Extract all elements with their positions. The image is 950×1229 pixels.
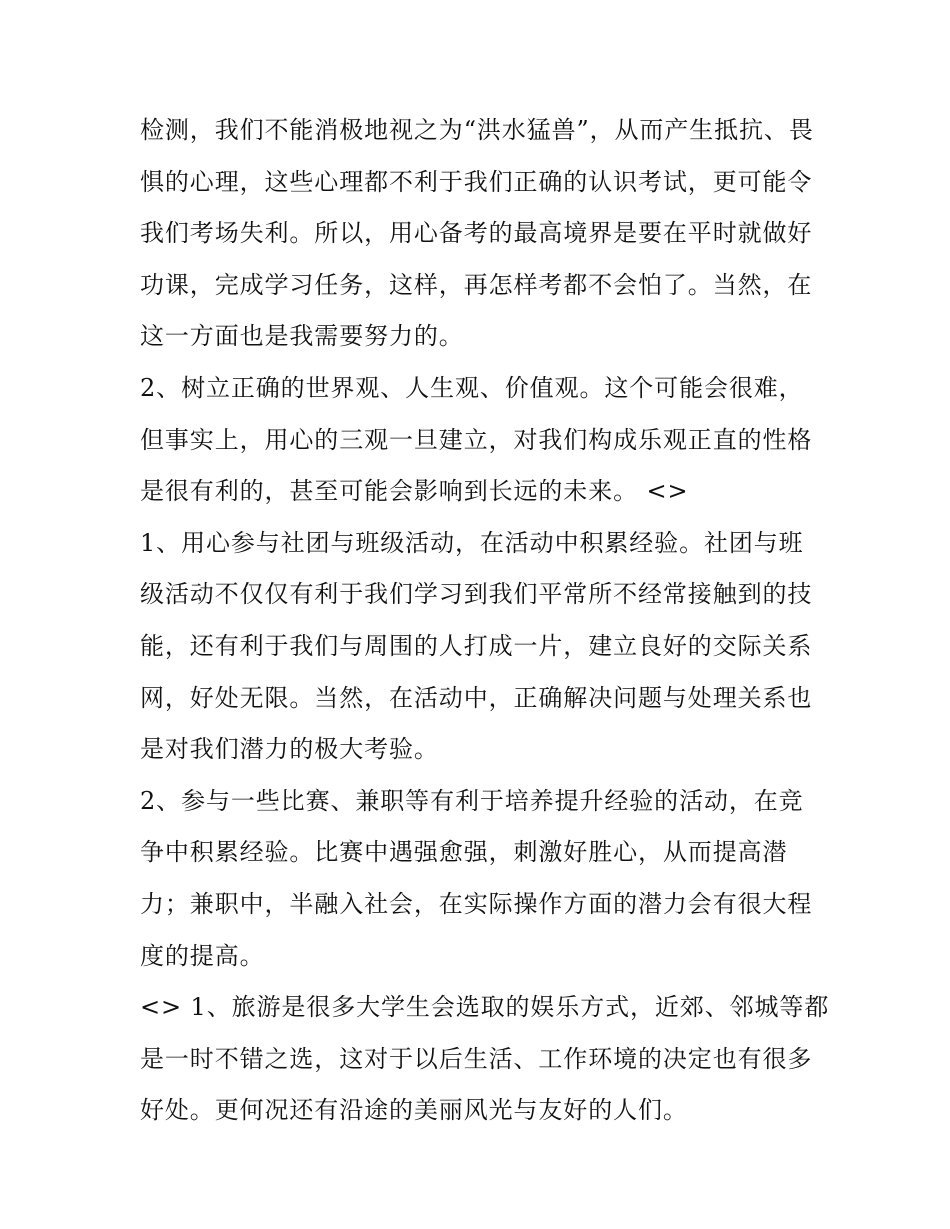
text-line: 是很有利的，甚至可能会影响到长远的未来。 <> (140, 477, 689, 506)
text-line: 1、用心参与社团与班级活动，在活动中积累经验。社团与班 (140, 528, 804, 557)
text-line: 是对我们潜力的极大考验。 (140, 735, 439, 764)
body-text (140, 105, 830, 1137)
text-line: 我们考场失利。所以，用心备考的最高境界是要在平时就做好 (140, 219, 813, 248)
text-line: 网，好处无限。当然，在活动中，正确解决问题与处理关系也 (140, 683, 813, 712)
text-line: 2、树立正确的世界观、人生观、价值观。这个可能会很难， (140, 373, 804, 402)
text-line: 力；兼职中，半融入社会，在实际操作方面的潜力会有很大程 (140, 889, 813, 918)
text-line: 惧的心理，这些心理都不利于我们正确的认识考试，更可能令 (140, 167, 813, 196)
text-line: 检测，我们不能消极地视之为“洪水猛兽”，从而产生抵抗、畏 (140, 116, 814, 144)
text-line: <> 1、旅游是很多大学生会选取的娱乐方式，近郊、邻城等都 (140, 993, 830, 1022)
text-line: 度的提高。 (140, 941, 265, 970)
text-line: 功课，完成学习任务，这样，再怎样考都不会怕了。当然，在 (140, 270, 813, 299)
text-line: 但事实上，用心的三观一旦建立，对我们构成乐观正直的性格 (140, 425, 813, 454)
text-line: 争中积累经验。比赛中遇强愈强，刺激好胜心，从而提高潜 (140, 838, 788, 867)
text-line: 能，还有利于我们与周围的人打成一片，建立良好的交际关系 (140, 631, 813, 660)
text-line: 级活动不仅仅有利于我们学习到我们平常所不经常接触到的技 (140, 580, 813, 609)
text-line: 是一时不错之选，这对于以后生活、工作环境的决定也有很多 (140, 1044, 813, 1073)
text-line: 这一方面也是我需要努力的。 (140, 322, 464, 351)
text-line: 2、参与一些比赛、兼职等有利于培养提升经验的活动，在竞 (140, 786, 804, 815)
text-line: 好处。更何况还有沿途的美丽风光与友好的人们。 (140, 1096, 688, 1125)
